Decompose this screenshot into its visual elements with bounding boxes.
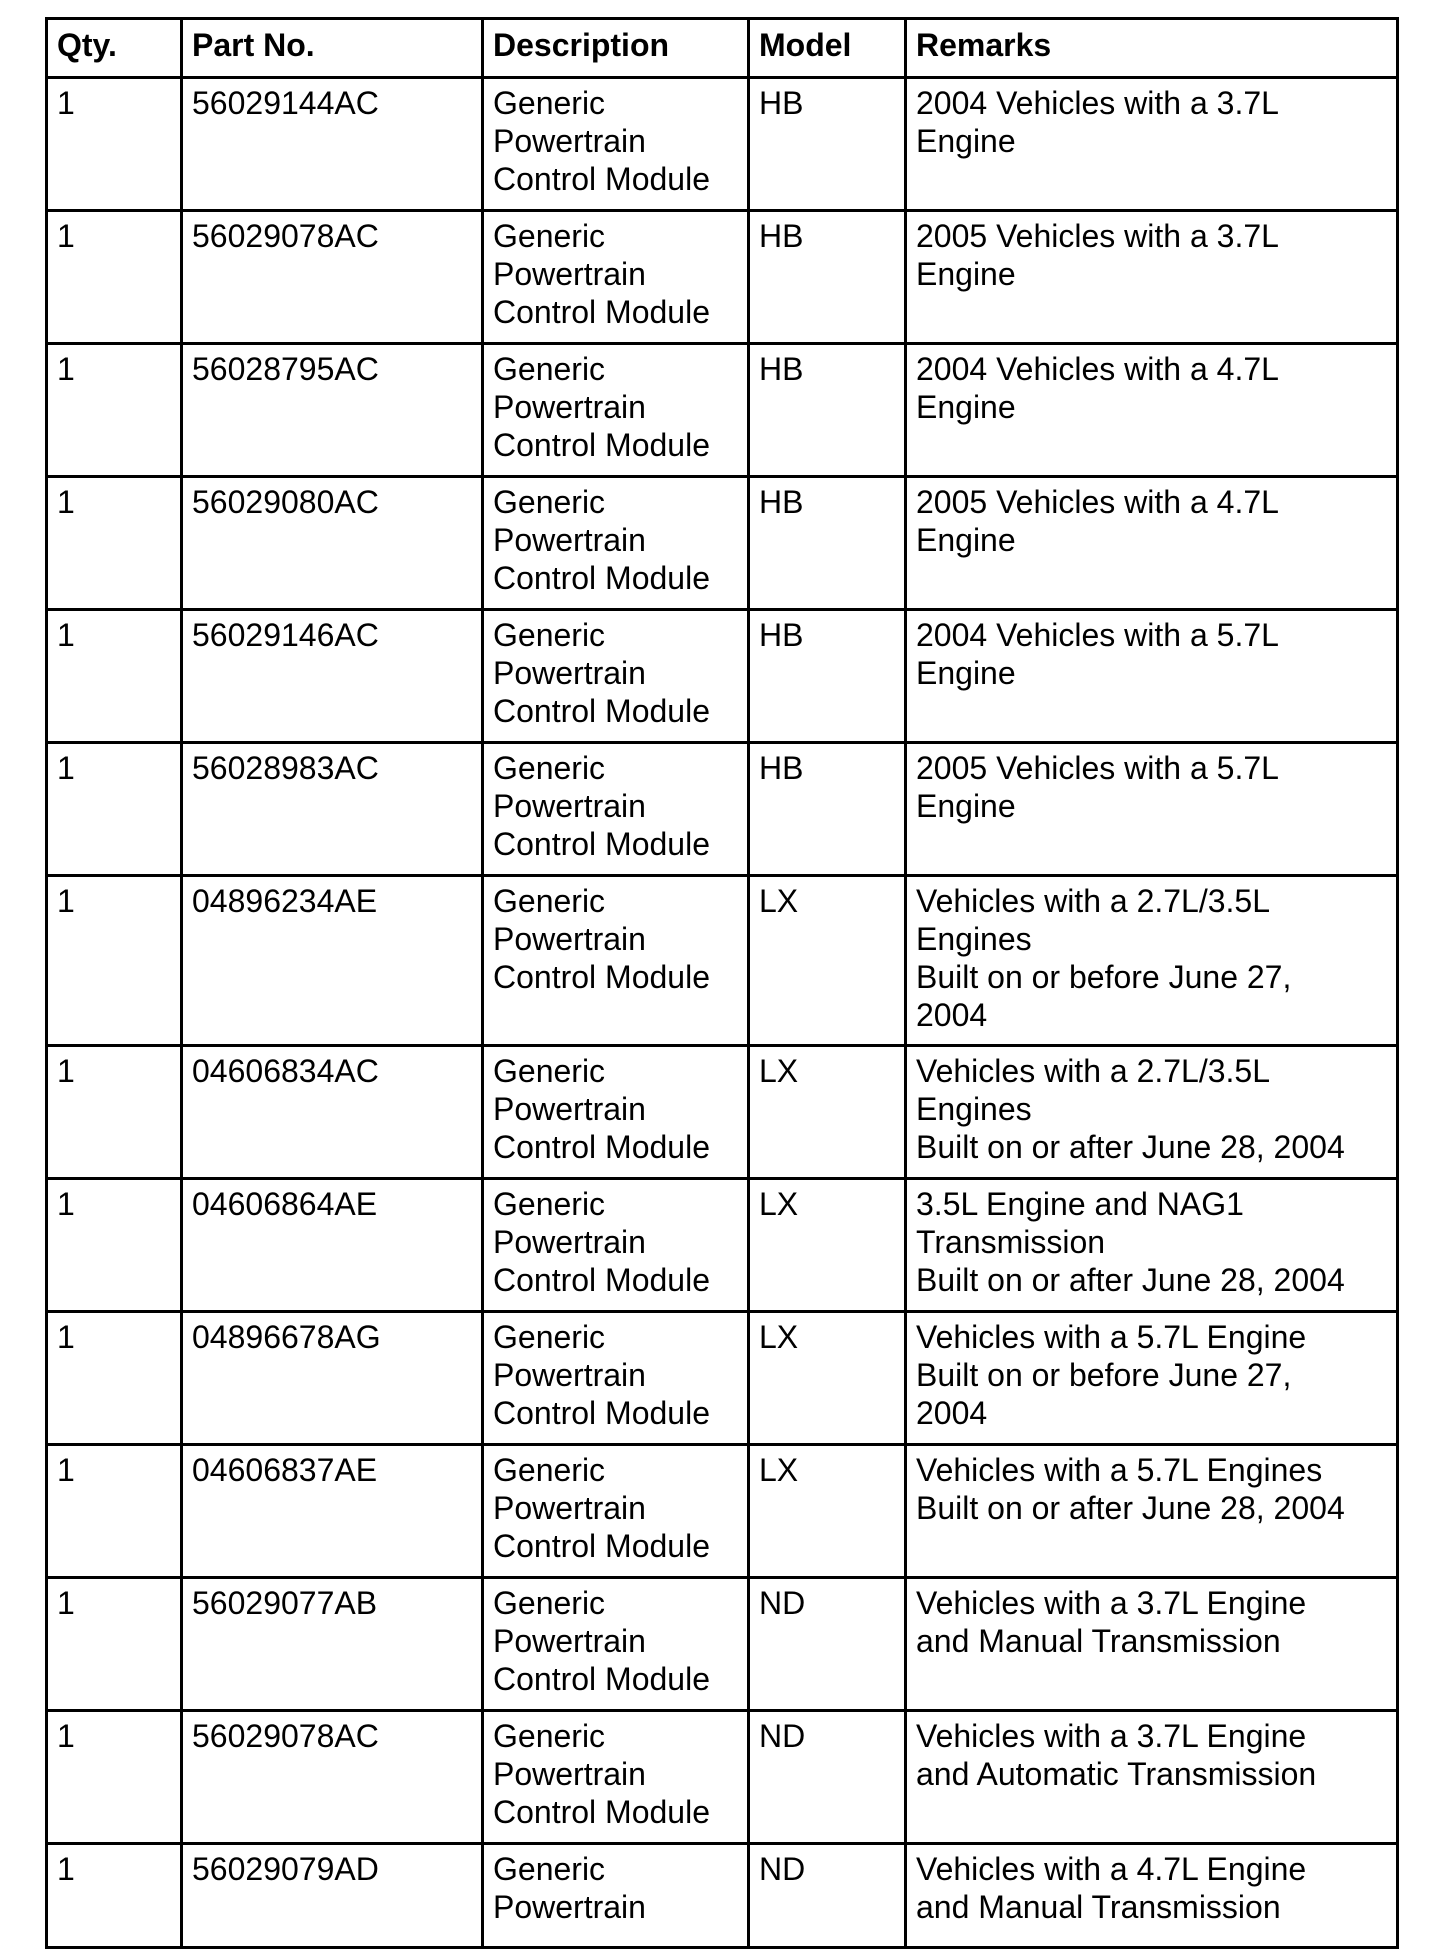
remarks-cell — [906, 1179, 1398, 1312]
part-number-cell: 04896678AG — [182, 1312, 483, 1445]
remarks-line: Engine — [916, 788, 1016, 824]
table-row — [47, 1711, 1398, 1844]
part-number-cell: 04606837AE — [182, 1445, 483, 1578]
part-number-cell: 04606864AE — [182, 1179, 483, 1312]
remarks-line: 2004 Vehicles with a 3.7L — [916, 85, 1279, 121]
remarks-line: Built on or after June 28, 2004 — [916, 1129, 1345, 1165]
remarks-cell — [906, 610, 1398, 743]
part-number-cell: 56029078AC — [182, 211, 483, 344]
remarks-cell — [906, 344, 1398, 477]
description-line: Control Module — [493, 1262, 710, 1298]
remarks-line: and Manual Transmission — [916, 1623, 1281, 1659]
table-row — [47, 876, 1398, 1046]
description-cell — [483, 1046, 749, 1179]
description-cell — [483, 78, 749, 211]
part-number-cell: 56029079AD — [182, 1844, 483, 1948]
model-cell: HB — [749, 743, 906, 876]
description-cell — [483, 1179, 749, 1312]
table-row — [47, 1312, 1398, 1445]
description-line: Powertrain — [493, 256, 646, 292]
remarks-line: Built on or after June 28, 2004 — [916, 1490, 1345, 1526]
qty-cell: 1 — [47, 1445, 182, 1578]
table-row — [47, 477, 1398, 610]
description-line: Powertrain — [493, 389, 646, 425]
part-number-cell: 04896234AE — [182, 876, 483, 1046]
description-line: Control Module — [493, 1129, 710, 1165]
table-header-row — [47, 19, 1398, 78]
remarks-line: 2004 — [916, 997, 988, 1033]
description-line: Generic — [493, 883, 606, 919]
description-line: Generic — [493, 1186, 606, 1222]
description-line: Powertrain — [493, 1091, 646, 1127]
remarks-cell — [906, 1578, 1398, 1711]
model-cell: HB — [749, 477, 906, 610]
description-cell — [483, 1445, 749, 1578]
table-row — [47, 1445, 1398, 1578]
remarks-line: Engine — [916, 123, 1016, 159]
remarks-line: 2005 Vehicles with a 4.7L — [916, 484, 1279, 520]
remarks-cell — [906, 1046, 1398, 1179]
description-line: Powertrain — [493, 1357, 646, 1393]
description-cell — [483, 610, 749, 743]
qty-cell: 1 — [47, 743, 182, 876]
model-cell: LX — [749, 1046, 906, 1179]
part-number-cell: 56028795AC — [182, 344, 483, 477]
part-number-cell: 56029080AC — [182, 477, 483, 610]
remarks-cell — [906, 1445, 1398, 1578]
description-line: Powertrain — [493, 1490, 646, 1526]
description-line: Control Module — [493, 1395, 710, 1431]
model-cell: ND — [749, 1711, 906, 1844]
description-line: Generic — [493, 85, 606, 121]
remarks-line: 2004 Vehicles with a 4.7L — [916, 351, 1279, 387]
description-cell — [483, 1844, 749, 1948]
description-line: Generic — [493, 1319, 606, 1355]
remarks-cell — [906, 1844, 1398, 1948]
table-row — [47, 1179, 1398, 1312]
header-description: Description — [483, 19, 749, 78]
description-cell — [483, 1312, 749, 1445]
description-cell — [483, 344, 749, 477]
model-cell: LX — [749, 1445, 906, 1578]
model-cell: HB — [749, 610, 906, 743]
remarks-line: and Manual Transmission — [916, 1889, 1281, 1925]
header-remarks: Remarks — [906, 19, 1398, 78]
qty-cell: 1 — [47, 1711, 182, 1844]
table-row — [47, 743, 1398, 876]
qty-cell: 1 — [47, 344, 182, 477]
remarks-line: Engine — [916, 655, 1016, 691]
description-line: Powertrain — [493, 1623, 646, 1659]
model-cell: HB — [749, 78, 906, 211]
model-cell: ND — [749, 1844, 906, 1948]
remarks-line: Engine — [916, 389, 1016, 425]
qty-cell: 1 — [47, 610, 182, 743]
parts-table — [45, 17, 1399, 1949]
part-number-cell: 56028983AC — [182, 743, 483, 876]
header-qty: Qty. — [47, 19, 182, 78]
description-line: Generic — [493, 1452, 606, 1488]
description-cell — [483, 211, 749, 344]
description-line: Generic — [493, 1718, 606, 1754]
description-cell — [483, 743, 749, 876]
description-line: Control Module — [493, 161, 710, 197]
description-line: Control Module — [493, 1661, 710, 1697]
remarks-line: Vehicles with a 2.7L/3.5L — [916, 883, 1271, 919]
table-row — [47, 78, 1398, 211]
description-line: Powertrain — [493, 522, 646, 558]
remarks-line: Built on or before June 27, — [916, 1357, 1292, 1393]
table-row — [47, 1046, 1398, 1179]
remarks-line: 2005 Vehicles with a 3.7L — [916, 218, 1279, 254]
remarks-line: 2005 Vehicles with a 5.7L — [916, 750, 1279, 786]
remarks-cell — [906, 477, 1398, 610]
remarks-cell — [906, 876, 1398, 1046]
model-cell: HB — [749, 344, 906, 477]
remarks-line: and Automatic Transmission — [916, 1756, 1317, 1792]
description-line: Generic — [493, 218, 606, 254]
description-line: Powertrain — [493, 655, 646, 691]
header-model: Model — [749, 19, 906, 78]
part-number-cell: 56029078AC — [182, 1711, 483, 1844]
remarks-cell — [906, 211, 1398, 344]
model-cell: HB — [749, 211, 906, 344]
description-line: Control Module — [493, 826, 710, 862]
description-cell — [483, 876, 749, 1046]
model-cell: LX — [749, 1312, 906, 1445]
description-cell — [483, 1578, 749, 1711]
description-line: Control Module — [493, 959, 710, 995]
description-line: Powertrain — [493, 1756, 646, 1792]
remarks-cell — [906, 1711, 1398, 1844]
description-line: Powertrain — [493, 921, 646, 957]
part-number-cell: 56029146AC — [182, 610, 483, 743]
remarks-line: Vehicles with a 5.7L Engine — [916, 1319, 1307, 1355]
remarks-line: Vehicles with a 5.7L Engines — [916, 1452, 1323, 1488]
description-line: Control Module — [493, 693, 710, 729]
description-line: Generic — [493, 351, 606, 387]
qty-cell: 1 — [47, 477, 182, 610]
qty-cell: 1 — [47, 1578, 182, 1711]
table-row — [47, 344, 1398, 477]
remarks-line: Vehicles with a 4.7L Engine — [916, 1851, 1307, 1887]
description-line: Generic — [493, 1585, 606, 1621]
qty-cell: 1 — [47, 1046, 182, 1179]
description-line: Generic — [493, 1053, 606, 1089]
description-line: Generic — [493, 617, 606, 653]
description-line: Powertrain — [493, 123, 646, 159]
remarks-line: Vehicles with a 3.7L Engine — [916, 1718, 1307, 1754]
header-part-no: Part No. — [182, 19, 483, 78]
remarks-line: Engine — [916, 522, 1016, 558]
qty-cell: 1 — [47, 1844, 182, 1948]
description-line: Generic — [493, 750, 606, 786]
description-line: Powertrain — [493, 1224, 646, 1260]
part-number-cell: 56029144AC — [182, 78, 483, 211]
qty-cell: 1 — [47, 1179, 182, 1312]
remarks-cell — [906, 1312, 1398, 1445]
qty-cell: 1 — [47, 78, 182, 211]
table-body — [47, 78, 1398, 1948]
remarks-line: Vehicles with a 2.7L/3.5L — [916, 1053, 1271, 1089]
description-line: Powertrain — [493, 788, 646, 824]
table-row — [47, 211, 1398, 344]
part-number-cell: 04606834AC — [182, 1046, 483, 1179]
remarks-line: 2004 — [916, 1395, 988, 1431]
remarks-line: 2004 Vehicles with a 5.7L — [916, 617, 1279, 653]
remarks-cell — [906, 743, 1398, 876]
remarks-line: Built on or before June 27, — [916, 959, 1292, 995]
remarks-line: Built on or after June 28, 2004 — [916, 1262, 1345, 1298]
model-cell: ND — [749, 1578, 906, 1711]
part-number-cell: 56029077AB — [182, 1578, 483, 1711]
description-line: Control Module — [493, 1794, 710, 1830]
remarks-line: Engine — [916, 256, 1016, 292]
table-row — [47, 1844, 1398, 1948]
model-cell: LX — [749, 1179, 906, 1312]
description-line: Control Module — [493, 1528, 710, 1564]
table-row — [47, 610, 1398, 743]
remarks-line: Engines — [916, 1091, 1032, 1127]
description-line: Generic — [493, 484, 606, 520]
qty-cell: 1 — [47, 1312, 182, 1445]
description-line: Control Module — [493, 427, 710, 463]
description-cell — [483, 477, 749, 610]
description-cell — [483, 1711, 749, 1844]
remarks-line: 3.5L Engine and NAG1 — [916, 1186, 1244, 1222]
qty-cell: 1 — [47, 211, 182, 344]
remarks-line: Vehicles with a 3.7L Engine — [916, 1585, 1307, 1621]
remarks-cell — [906, 78, 1398, 211]
remarks-line: Engines — [916, 921, 1032, 957]
description-line: Control Module — [493, 294, 710, 330]
table-row — [47, 1578, 1398, 1711]
description-line: Generic — [493, 1851, 606, 1887]
qty-cell: 1 — [47, 876, 182, 1046]
description-line: Powertrain — [493, 1889, 646, 1925]
description-line: Control Module — [493, 560, 710, 596]
model-cell: LX — [749, 876, 906, 1046]
remarks-line: Transmission — [916, 1224, 1106, 1260]
